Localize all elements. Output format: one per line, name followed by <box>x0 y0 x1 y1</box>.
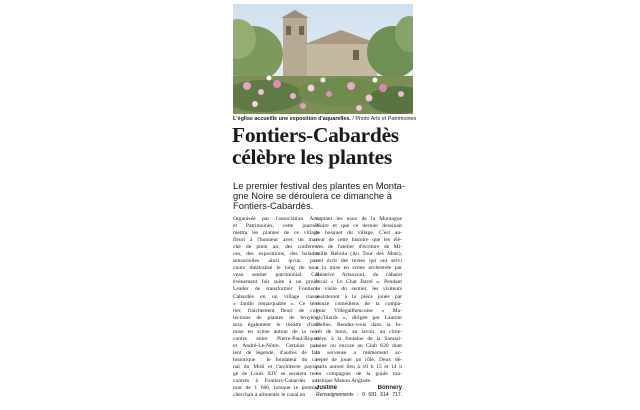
body-text-line: ces, des expositions, des balades <box>233 251 319 258</box>
body-text-line: Béatrice Artaozoul, du cabaret <box>316 272 402 279</box>
body-text-line: le bosquet du village. C'est au- <box>316 230 402 237</box>
contact-label: Renseignements : <box>316 392 359 399</box>
body-text-line: contre entre Pierre-Paul-Riquet <box>233 335 319 342</box>
contact-phone: 0 681 514 717. <box>362 392 402 399</box>
article-column-left <box>233 216 319 399</box>
body-text-line: tour de cette histoire que les élè- <box>316 237 402 244</box>
photo-credit: / Photo Arts et Patrimoines <box>352 116 417 122</box>
body-text-line: historique : le fondateur du ca- <box>233 356 319 363</box>
body-text-line: ves de l'atelier d'écriture de Mi- <box>316 244 402 251</box>
body-text-line: la visite du sentier, les visiteurs <box>316 286 402 293</box>
body-text-line: gic'lliards », dirigée par Laurent <box>316 314 402 321</box>
body-text-line: ont écrit des textes qui ont servi <box>316 258 402 265</box>
body-text-line: Dellus. Rendez-vous dans la fo- <box>316 321 402 328</box>
body-text-line: captant les eaux de la Montagne <box>316 216 402 222</box>
lead-line-3: Fontiers-Cabardès. <box>233 200 314 212</box>
body-text-line: contrés à Fontiers-Cabardès au- <box>233 378 319 385</box>
photo-caption <box>233 116 417 123</box>
body-text-line: cours théâtralisé le long du nou- <box>233 265 319 272</box>
body-text-line: nal du Midi et l'architecte paysa- <box>233 363 319 370</box>
body-text-line: taine ou encore au Club 620 dont <box>316 342 402 349</box>
body-text-line: tière, à la fontaine de la Samari- <box>316 335 402 342</box>
body-text-line: mise en scène autour de la ren- <box>233 328 319 335</box>
article-headline <box>232 124 422 168</box>
body-text-line: reille Rebola (Au Tour des Mots), <box>316 251 402 258</box>
body-text-line: la serveuse a mémement ac- <box>316 349 402 356</box>
body-text-line: et André-Le-Nôtre. Certains par- <box>233 342 319 349</box>
headline-line-2: célèbre les plantes <box>232 145 392 169</box>
body-text-line: Cabardès en un village classé <box>233 293 319 300</box>
lead-line-1: Le premier festival des plantes en Monta- <box>233 180 405 191</box>
body-text-line: sensorielles ainsi qu'un par- <box>233 258 319 265</box>
body-text-line: à la mise en scène orchestrée par <box>316 265 402 272</box>
body-text-line: en compagnie de la guide tou- <box>316 371 402 378</box>
body-text-line: cepté de jouer un rôle. Deux dé- <box>316 356 402 363</box>
body-text-line: lent de légende, d'autres de fait <box>233 349 319 356</box>
body-text-line: douze comédiens de la compa- <box>316 300 402 307</box>
body-text-line: lections de plantes de bruyère, <box>233 314 319 321</box>
body-text-line: veau sentier patrimonial. Cet <box>233 272 319 279</box>
body-text-line: cherchait à alimenter le canal en <box>233 392 306 399</box>
lead-line-2: gne Noire se déroulera ce dimanche à <box>233 190 392 202</box>
body-text-line: fleuri à l'honneur avec un mar- <box>233 237 319 244</box>
body-text-line: gé de Louis XIV se seraient ren- <box>233 371 319 378</box>
article-lead <box>233 181 413 212</box>
body-text-line: « Jardin remarquable ». Ce sen- <box>233 300 319 307</box>
body-text-line: tier, fraîchement fleuri de col- <box>233 307 319 314</box>
body-text-line: sera également le théâtre d'une <box>233 321 319 328</box>
body-text-line: mettra les plantes de ce village <box>233 230 319 237</box>
body-text-line: Leader de transformer Fontiers- <box>233 286 319 293</box>
article-photo <box>233 4 413 114</box>
church-garden-image <box>233 4 413 114</box>
column-right-lines <box>316 216 402 385</box>
body-text-line: tour de 1 666, lorsque le premier <box>233 385 319 392</box>
body-text-line: Noire et que ce dernier dessinait <box>316 223 402 230</box>
body-text-line: et Patrimoines, cette journée <box>233 223 319 230</box>
article-column-right <box>316 216 402 398</box>
headline-line-1: Fontiers-Cabardès <box>232 123 399 147</box>
body-text-line: ché de plein air, des conféren- <box>233 244 319 251</box>
body-text-line: gnie Villegailhencoise « Ma- <box>316 307 402 314</box>
body-text-line: parts auront lieu à 10 h 15 et 14 h <box>316 363 402 370</box>
body-text-line: ristique Manon Anglade. <box>316 378 372 385</box>
caption-text: L'église accueille une exposition d'aquarelles. <box>233 116 351 122</box>
body-text-line: assisteront à la pièce jouée par <box>316 293 402 300</box>
body-text-line: rêt de houx, au lavoir, au cime- <box>316 328 402 335</box>
body-text-line: local « Le Chat Barré ». Pendant <box>316 279 402 286</box>
body-text-line: évènement fait suite à un projet <box>233 279 319 286</box>
article-author: Justine Bonnery <box>316 385 402 392</box>
article-contact <box>316 392 402 398</box>
body-text-line: Organisée par l'association Arts <box>233 216 319 222</box>
